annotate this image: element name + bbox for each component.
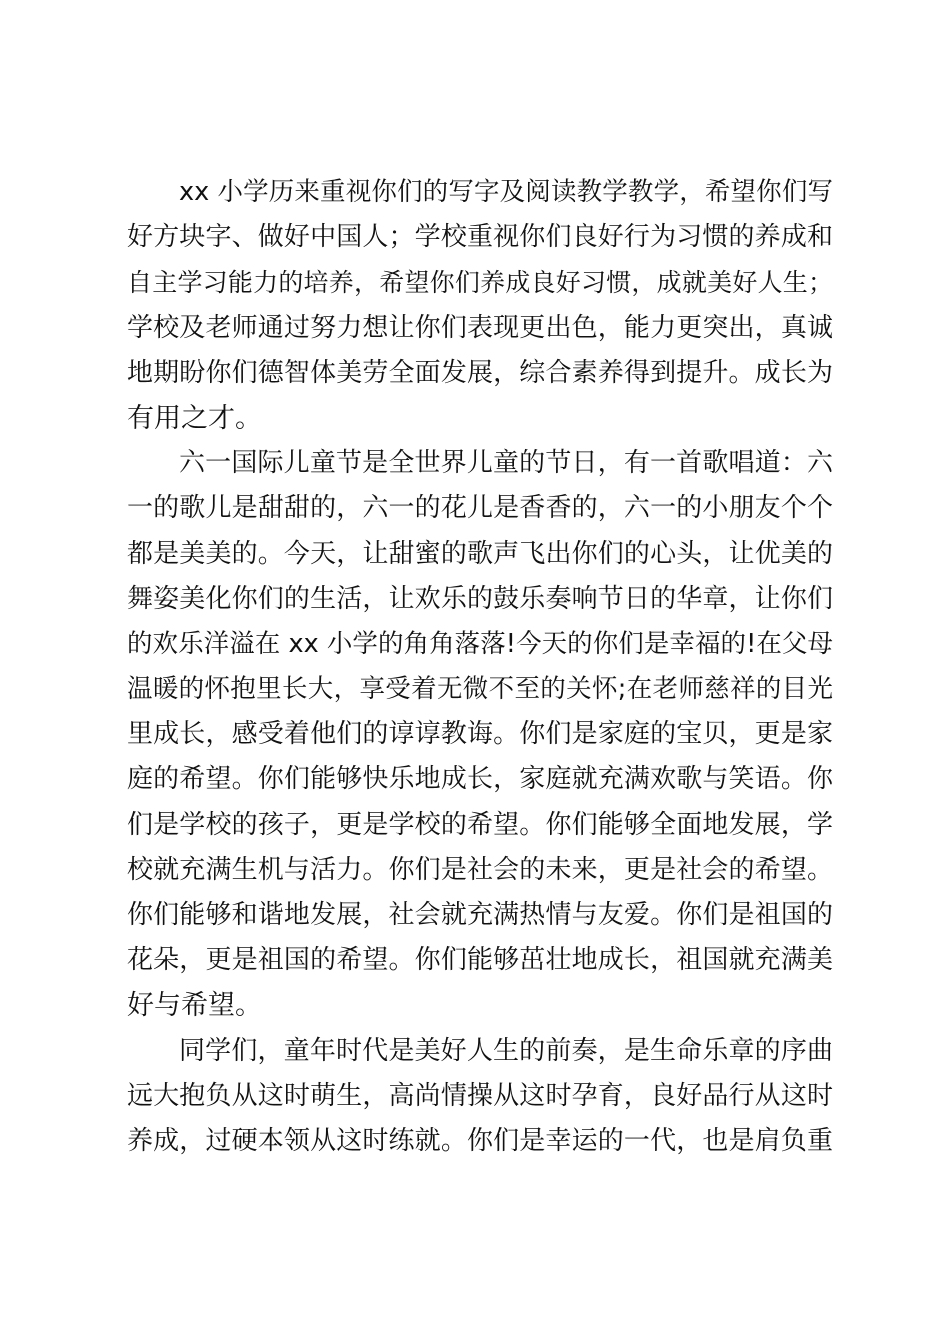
paragraph-3 (127, 1029, 833, 1165)
text-line: 舞姿美化你们的生活，让欢乐的鼓乐奏响节日的华章，让你们 (127, 583, 833, 614)
text-line: 远大抱负从这时萌生，高尚情操从这时孕育，良好品行从这时 (127, 1080, 833, 1111)
text-line: 养成，过硬本领从这时练就。你们是幸运的一代，也是肩负重 (127, 1125, 833, 1156)
text-line: 一的歌儿是甜甜的，六一的花儿是香香的，六一的小朋友个个 (127, 493, 833, 524)
text-line: 地期盼你们德智体美劳全面发展，综合素养得到提升。成长为 (127, 357, 833, 388)
paragraph-2 (127, 441, 833, 1028)
paragraph-1 (127, 170, 833, 441)
text-line: 温暖的怀抱里长大，享受着无微不至的关怀;在老师慈祥的目光 (127, 674, 833, 705)
text-line: 好方块字、做好中国人；学校重视你们良好行为习惯的养成和 (127, 222, 833, 253)
text-line: 的欢乐洋溢在 xx 小学的角角落落!今天的你们是幸福的!在父母 (127, 628, 833, 659)
text-line: 学校及老师通过努力想让你们表现更出色，能力更突出，真诚 (127, 312, 833, 343)
text-line: xx 小学历来重视你们的写字及阅读教学教学，希望你们写 (179, 177, 833, 207)
text-line: 花朵，更是祖国的希望。你们能够茁壮地成长，祖国就充满美 (127, 945, 833, 976)
document-body (127, 170, 833, 1164)
text-line: 六一国际儿童节是全世界儿童的节日，有一首歌唱道：六 (179, 448, 833, 479)
text-line: 里成长，感受着他们的谆谆教诲。你们是家庭的宝贝，更是家 (127, 719, 833, 750)
text-line: 校就充满生机与活力。你们是社会的未来，更是社会的希望。 (127, 854, 833, 885)
text-line: 你们能够和谐地发展，社会就充满热情与友爱。你们是祖国的 (127, 900, 833, 930)
text-line: 们是学校的孩子，更是学校的希望。你们能够全面地发展，学 (127, 809, 833, 840)
text-line: 好与希望。 (127, 990, 262, 1022)
text-line: 同学们，童年时代是美好人生的前奏，是生命乐章的序曲 (179, 1035, 833, 1066)
text-line: 有用之才。 (127, 402, 262, 434)
text-line: 都是美美的。今天，让甜蜜的歌声飞出你们的心头，让优美的 (127, 538, 833, 569)
text-line: 自主学习能力的培养，希望你们养成良好习惯，成就美好人生； (127, 268, 833, 298)
text-line: 庭的希望。你们能够快乐地成长，家庭就充满欢歌与笑语。你 (127, 764, 833, 795)
